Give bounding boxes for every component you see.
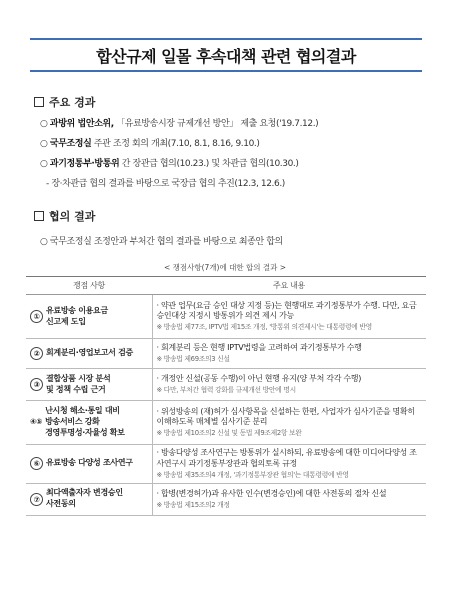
content-note: ※ 방송법 제77조, IPTV법 제15조 개정, '방통위 의견제시'는 대통령령에 반영 <box>156 323 372 332</box>
content-main: · 방송다양성 조사연구는 방통위가 실시하되, 유료방송에 대한 미디어다양성 조사연구시 과기정통부장관과 협의토록 규정 <box>156 448 417 468</box>
progress-item-1 <box>40 116 318 129</box>
issue-label: 방송서비스 강화 <box>45 417 100 427</box>
content-cell <box>152 483 426 515</box>
issue-label: 회계분리·영업보고서 검증 <box>46 348 133 358</box>
page-title: 합산규제 일몰 후속대책 관련 협의결과 <box>96 46 356 66</box>
issue-label: 유료방송 이용요금 <box>46 305 108 315</box>
table-row <box>26 339 426 369</box>
content-note: ※ 방송법 제35조의4 개정, '과기정통부장관 협의'는 대통령령에 반영 <box>156 470 349 479</box>
content-cell <box>152 445 426 484</box>
issue-label: 및 정책 수립 근거 <box>46 384 106 394</box>
content-main: · 합병(변경허가)과 유사한 인수(변경승인)에 대한 사전동의 절차 신설 <box>156 488 387 498</box>
table-row <box>26 295 426 339</box>
progress-item-4 <box>46 176 285 189</box>
progress-item-text: 주관 조정 회의 개최(7.10, 8.1, 8.16, 9.10.) <box>93 139 260 149</box>
content-note: ※ 방송법 제15조의2 개정 <box>156 500 230 509</box>
table-row <box>26 369 426 401</box>
column-header-issue: 쟁점 사항 <box>26 277 152 295</box>
content-main: · 약관 업무(요금 승인 대상 지정 등)는 현행대로 과기정통부가 수행. 다만, 요금 승인대상 지정시 방통위가 의견 제시 가능 <box>156 300 417 321</box>
section1-heading <box>34 94 95 110</box>
column-header-content: 주요 내용 <box>152 277 426 295</box>
content-main: · 위성방송의 (재)허가 심사항목을 신설하는 한편, 사업자가 심사기준을 명확히 이해하도록 매체별 심사기준 분리 <box>156 406 415 427</box>
progress-item-lead: 과방위 법안소위, <box>49 119 114 129</box>
progress-item-3 <box>40 156 299 169</box>
content-main: · 개정안 신설(공동 수행)이 아닌 현행 유지(양 부처 각각 수행) <box>156 374 362 384</box>
bullet: ○ <box>40 159 48 169</box>
table-header-row <box>26 277 426 295</box>
bullet: - <box>46 179 49 189</box>
progress-item-lead: 국무조정실 <box>49 139 92 149</box>
content-cell <box>152 369 426 401</box>
progress-item-text: 「유료방송시장 규제개선 방안」 제출 요청('19.7.12.) <box>116 119 319 129</box>
table-row <box>26 445 426 484</box>
bullet: ○ <box>40 119 48 129</box>
progress-item-2 <box>40 136 260 149</box>
issue-label: 결합상품 시장 분석 <box>46 373 111 383</box>
content-cell <box>152 295 426 339</box>
progress-item-text: 간 장관급 협의(10.23.) 및 차관급 협의(10.30.) <box>121 159 299 169</box>
issue-cell <box>26 445 152 484</box>
section2-heading-text: 협의 결과 <box>49 210 96 223</box>
content-cell <box>152 339 426 369</box>
issue-number: ① <box>30 310 43 323</box>
content-note: ※ 방송법 제69조의3 신설 <box>156 354 230 363</box>
issue-number: ⑦ <box>30 493 43 506</box>
content-cell <box>152 401 426 445</box>
agreement-table <box>26 276 426 516</box>
issue-label: 신고제 도입 <box>46 316 86 326</box>
progress-item-lead: 과기정통부·방통위 <box>49 159 120 169</box>
bullet: ○ <box>40 139 48 149</box>
content-main: · 회계분리 등은 현행 IPTV법령을 고려하여 과기정통부가 수행 <box>156 343 362 353</box>
issue-number: ⑥ <box>30 457 43 470</box>
issue-cell <box>26 369 152 401</box>
table-body <box>26 295 426 516</box>
checkbox-square-icon <box>34 211 44 221</box>
table-row <box>26 401 426 445</box>
section2-intro: ○ 국무조정실 조정안과 부처간 협의 결과를 바탕으로 최종안 합의 <box>40 237 283 247</box>
issue-cell <box>26 401 152 445</box>
issue-cell <box>26 483 152 515</box>
content-note: ※ 다만, 부처간 협력 강화를 규제개선 방안에 명시 <box>156 385 296 394</box>
issue-label: 유료방송 다양성 조사연구 <box>46 458 133 468</box>
issue-label: 경영투명성·자율성 확보 <box>45 427 125 437</box>
issue-label: 난시청 해소·통일 대비 <box>45 406 120 416</box>
issue-label: 최다액출자자 변경승인 <box>46 488 123 498</box>
section1-heading-text: 주요 경과 <box>49 96 96 109</box>
issue-cell <box>26 295 152 339</box>
progress-item-text: 장·차관급 협의 결과를 바탕으로 국장급 협의 추진(12.3, 12.6.) <box>51 179 285 189</box>
title-frame <box>30 38 422 72</box>
issue-number: ② <box>30 347 43 360</box>
table-caption: < 쟁점사항(7개)에 대한 합의 결과 > <box>163 263 287 272</box>
issue-number: ④⑤ <box>30 416 43 426</box>
content-note: ※ 방송법 제10조의2 신설 및 동법 제9조제2항 보완 <box>156 429 302 438</box>
issue-number: ③ <box>30 378 43 391</box>
checkbox-square-icon <box>34 97 44 107</box>
issue-cell <box>26 339 152 369</box>
section2-heading <box>34 208 95 224</box>
issue-label: 사전동의 <box>46 499 76 509</box>
table-row <box>26 483 426 515</box>
